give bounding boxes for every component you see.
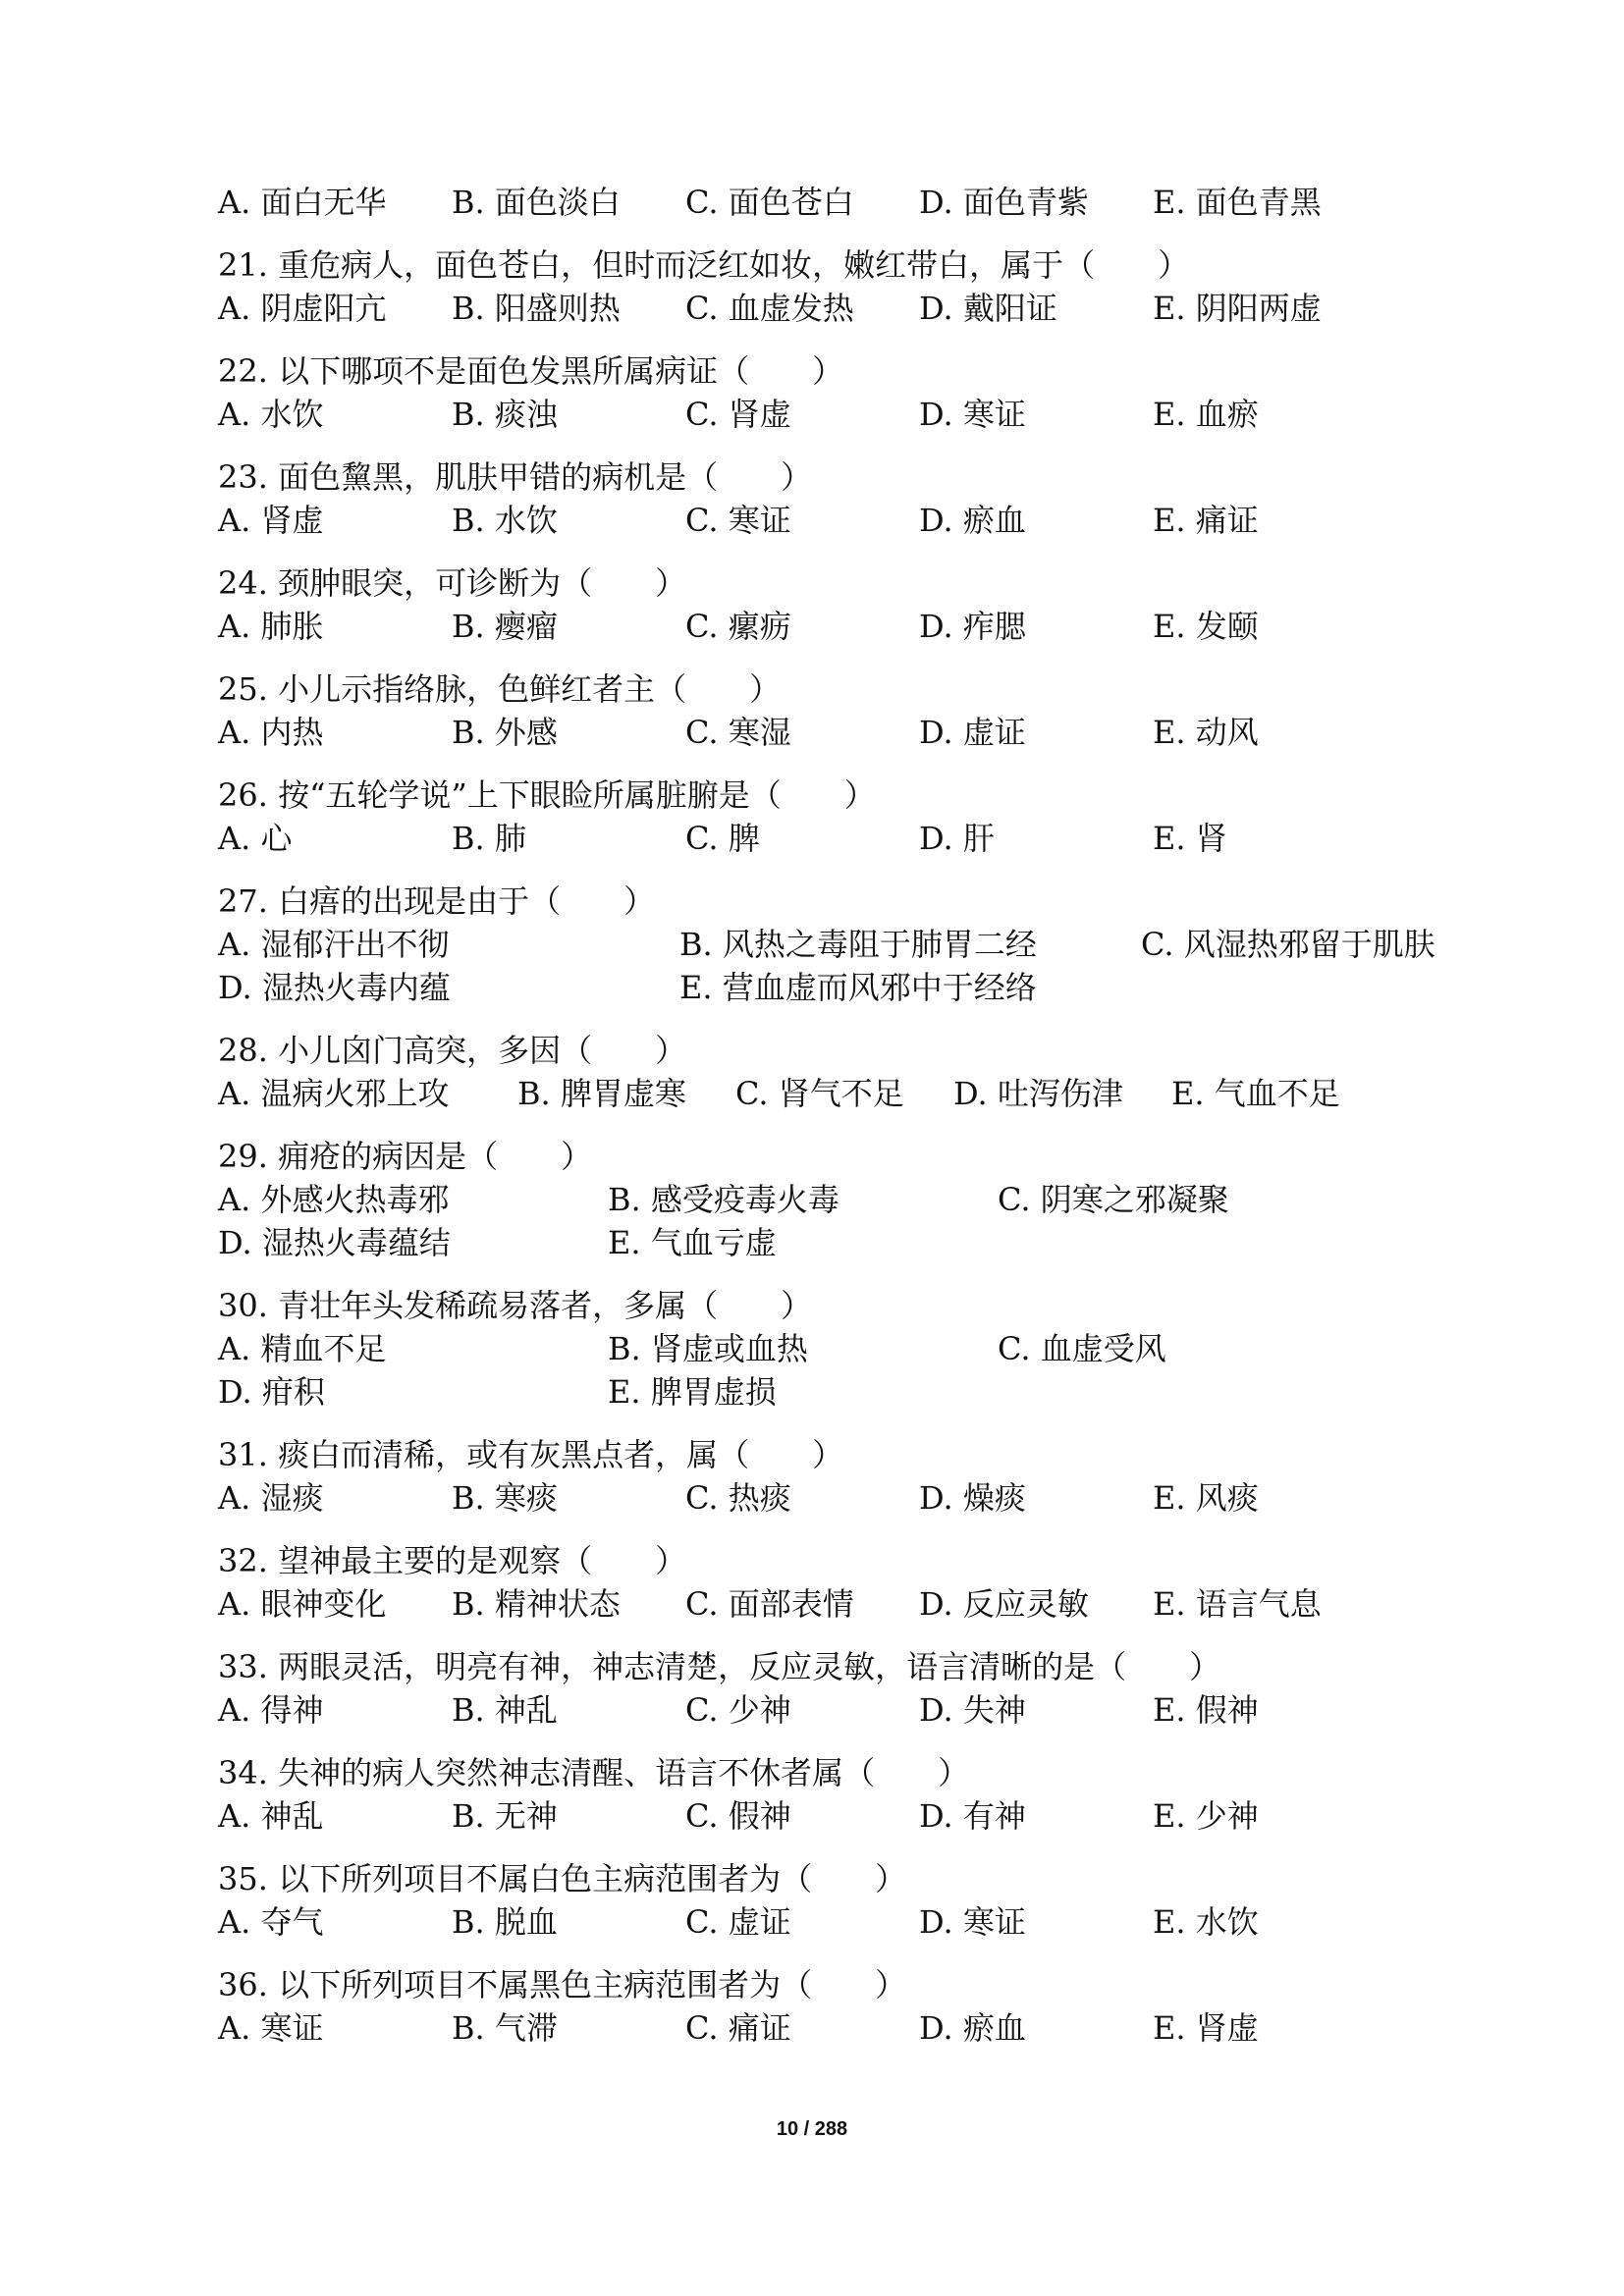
option-c: C. 少神 [685, 1691, 791, 1729]
option-a: A. 外感火热毒邪 [218, 1181, 450, 1218]
question-31 [218, 1433, 1416, 1520]
question-text: 28. 小儿囟门高突，多因（ ） [218, 1032, 687, 1069]
option-a: A. 湿痰 [218, 1479, 324, 1517]
option-c: C. 寒湿 [685, 714, 791, 751]
option-a: A. 眼神变化 [218, 1585, 387, 1623]
option-c: C. 虚证 [685, 1903, 791, 1941]
question-35 [218, 1857, 1416, 1944]
option-e: E. 假神 [1153, 1691, 1259, 1729]
question-36 [218, 1963, 1416, 2050]
option-d: D. 面色青紫 [919, 184, 1089, 221]
question-text: 30. 青壮年头发稀疏易落者，多属（ ） [218, 1287, 813, 1324]
question-text: 29. 痈疮的病因是（ ） [218, 1138, 593, 1175]
lead-options-block [218, 181, 1416, 224]
question-text: 33. 两眼灵活，明亮有神，神志清楚，反应灵敏，语言清晰的是（ ） [218, 1648, 1221, 1685]
question-33 [218, 1645, 1416, 1732]
option-c: C. 痛证 [685, 2009, 791, 2047]
option-c: C. 瘰疬 [685, 608, 791, 645]
option-d: D. 戴阳证 [919, 290, 1057, 327]
option-row [218, 1688, 1416, 1732]
option-c: C. 肾虚 [685, 396, 791, 433]
option-a: A. 面白无华 [218, 184, 387, 221]
option-c: C. 肾气不足 [735, 1075, 904, 1112]
option-d: D. 瘀血 [919, 2009, 1026, 2047]
option-d: D. 痄腮 [919, 608, 1026, 645]
question-text: 26. 按“五轮学说”上下眼睑所属脏腑是（ ） [218, 776, 876, 814]
page-number: 10 / 288 [776, 2118, 848, 2140]
option-d: D. 吐泻伤津 [953, 1075, 1123, 1112]
option-d: D. 失神 [919, 1691, 1026, 1729]
option-a: A. 湿郁汗出不彻 [218, 926, 450, 963]
option-d: D. 反应灵敏 [919, 1585, 1089, 1623]
option-d: D. 疳积 [218, 1373, 325, 1411]
option-b: B. 脱血 [452, 1903, 558, 1941]
question-text: 27. 白痦的出现是由于（ ） [218, 882, 656, 920]
option-a: A. 水饮 [218, 396, 324, 433]
option-row [218, 711, 1416, 754]
option-a: A. 神乱 [218, 1797, 324, 1835]
question-list [218, 181, 1435, 2069]
question-text: 36. 以下所列项目不属黑色主病范围者为（ ） [218, 1966, 907, 2003]
option-e: E. 血瘀 [1153, 396, 1259, 433]
option-b: B. 痰浊 [452, 396, 558, 433]
option-b: B. 肾虚或血热 [608, 1330, 808, 1367]
option-b: B. 肺 [452, 820, 526, 857]
question-30 [218, 1284, 1416, 1414]
option-row [218, 1794, 1416, 1838]
option-c: C. 脾 [685, 820, 760, 857]
option-a: A. 精血不足 [218, 1330, 387, 1367]
option-row [218, 1582, 1416, 1626]
option-row [218, 1072, 1416, 1115]
question-23 [218, 455, 1416, 542]
question-text: 31. 痰白而清稀，或有灰黑点者，属（ ） [218, 1436, 844, 1473]
question-text: 32. 望神最主要的是观察（ ） [218, 1542, 687, 1579]
option-b: B. 脾胃虚寒 [517, 1075, 686, 1112]
option-d: D. 湿热火毒蕴结 [218, 1224, 451, 1261]
option-b: B. 水饮 [452, 502, 558, 539]
option-b: B. 风热之毒阻于肺胃二经 [679, 926, 1037, 963]
option-row [218, 605, 1416, 648]
option-b: B. 寒痰 [452, 1479, 558, 1517]
option-a: A. 肾虚 [218, 502, 324, 539]
option-row [218, 923, 1435, 1009]
question-text: 35. 以下所列项目不属白色主病范围者为（ ） [218, 1860, 907, 1897]
option-row [218, 287, 1416, 330]
option-d: D. 虚证 [919, 714, 1026, 751]
option-a: A. 寒证 [218, 2009, 324, 2047]
option-a: A. 肺胀 [218, 608, 324, 645]
option-c: C. 风湿热邪留于肌肤 [1141, 926, 1435, 963]
question-29 [218, 1135, 1416, 1264]
option-c: C. 寒证 [685, 502, 791, 539]
option-a: A. 温病火邪上攻 [218, 1075, 450, 1112]
question-text: 34. 失神的病人突然神志清醒、语言不休者属（ ） [218, 1754, 970, 1791]
question-26 [218, 774, 1416, 860]
option-d: D. 寒证 [919, 396, 1026, 433]
question-24 [218, 561, 1416, 648]
question-text: 24. 颈肿眼突，可诊断为（ ） [218, 564, 687, 602]
option-e: E. 风痰 [1153, 1479, 1259, 1517]
option-b: B. 精神状态 [452, 1585, 621, 1623]
option-b: B. 阳盛则热 [452, 290, 621, 327]
option-e: E. 少神 [1153, 1797, 1259, 1835]
option-e: E. 面色青黑 [1153, 184, 1322, 221]
question-text: 23. 面色黧黑，肌肤甲错的病机是（ ） [218, 458, 813, 496]
option-c: C. 面部表情 [685, 1585, 854, 1623]
option-e: E. 发颐 [1153, 608, 1259, 645]
option-row [218, 817, 1416, 860]
option-e: E. 痛证 [1153, 502, 1259, 539]
option-c: C. 血虚发热 [685, 290, 854, 327]
option-d: D. 湿热火毒内蕴 [218, 969, 451, 1006]
option-e: E. 阴阳两虚 [1153, 290, 1322, 327]
option-e: E. 水饮 [1153, 1903, 1259, 1941]
option-d: D. 瘀血 [919, 502, 1026, 539]
option-e: E. 语言气息 [1153, 1585, 1322, 1623]
option-e: E. 气血不足 [1171, 1075, 1340, 1112]
option-row [218, 499, 1416, 542]
option-b: B. 无神 [452, 1797, 558, 1835]
option-a: A. 内热 [218, 714, 324, 751]
option-d: D. 寒证 [919, 1903, 1026, 1941]
question-text: 21. 重危病人，面色苍白，但时而泛红如妆，嫩红带白，属于（ ） [218, 246, 1190, 284]
option-c: C. 阴寒之邪凝聚 [998, 1181, 1229, 1218]
option-row [218, 1178, 1416, 1264]
question-25 [218, 667, 1416, 754]
option-c: C. 血虚受风 [998, 1330, 1166, 1367]
option-b: B. 神乱 [452, 1691, 558, 1729]
option-row [218, 393, 1416, 436]
option-a: A. 心 [218, 820, 293, 857]
question-27 [218, 880, 1435, 1009]
option-a: A. 得神 [218, 1691, 324, 1729]
option-c: C. 面色苍白 [685, 184, 854, 221]
option-e: E. 肾虚 [1153, 2009, 1259, 2047]
option-b: B. 外感 [452, 714, 558, 751]
option-a: A. 阴虚阳亢 [218, 290, 387, 327]
option-d: D. 有神 [919, 1797, 1026, 1835]
question-text: 22. 以下哪项不是面色发黑所属病证（ ） [218, 352, 844, 390]
option-e: E. 气血亏虚 [608, 1224, 777, 1261]
option-row [218, 1327, 1416, 1414]
option-a: A. 夺气 [218, 1903, 324, 1941]
question-22 [218, 349, 1416, 436]
question-text: 25. 小儿示指络脉，色鲜红者主（ ） [218, 670, 782, 708]
option-row [218, 2006, 1416, 2050]
option-row [218, 1900, 1416, 1944]
question-34 [218, 1751, 1416, 1838]
question-28 [218, 1029, 1416, 1115]
option-b: B. 感受疫毒火毒 [608, 1181, 839, 1218]
option-e: E. 脾胃虚损 [608, 1373, 777, 1411]
option-b: B. 面色淡白 [452, 184, 621, 221]
option-row [218, 181, 1416, 224]
option-d: D. 肝 [919, 820, 995, 857]
option-d: D. 燥痰 [919, 1479, 1026, 1517]
option-row [218, 1476, 1416, 1520]
option-b: B. 瘿瘤 [452, 608, 558, 645]
option-c: C. 假神 [685, 1797, 791, 1835]
question-32 [218, 1539, 1416, 1626]
option-e: E. 营血虚而风邪中于经络 [679, 969, 1037, 1006]
option-e: E. 肾 [1153, 820, 1227, 857]
question-21 [218, 243, 1416, 330]
option-c: C. 热痰 [685, 1479, 791, 1517]
option-b: B. 气滞 [452, 2009, 558, 2047]
option-e: E. 动风 [1153, 714, 1259, 751]
